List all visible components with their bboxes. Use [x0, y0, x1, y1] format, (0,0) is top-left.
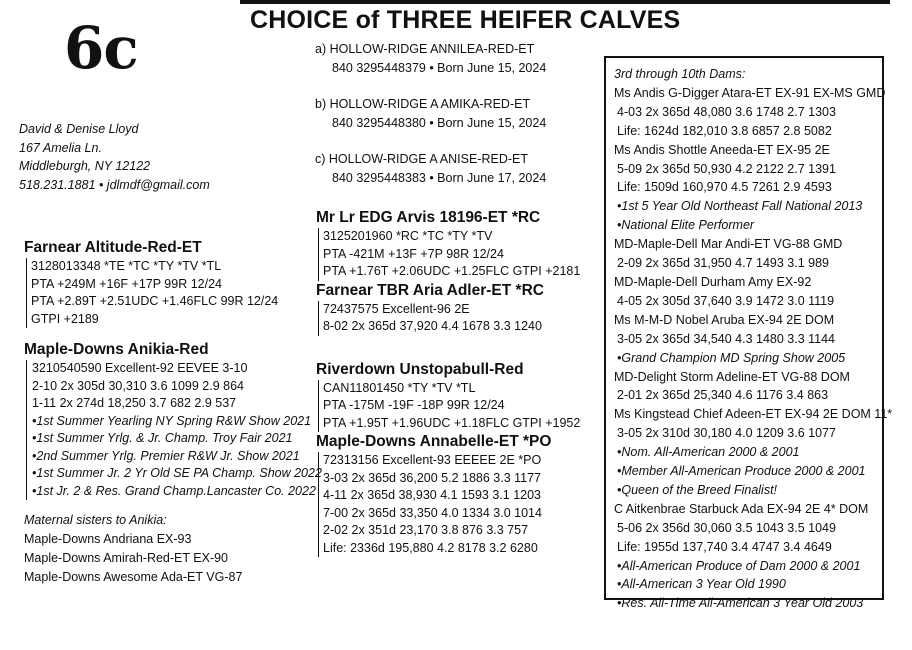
dam-ancestor-record: Life: 1624d 182,010 3.8 6857 2.8 5082 — [617, 123, 832, 138]
dams-heading: 3rd through 10th Dams: — [614, 67, 746, 81]
annabelle-line: 72313156 Excellent-93 EEEEE 2E *PO — [323, 453, 542, 467]
aria-details — [318, 301, 580, 336]
unstopabull-line: CAN11801450 *TY *TV *TL — [323, 380, 476, 395]
calf-info: 840 3295448379 • Born June 15, 2024 — [332, 61, 547, 75]
maternal-heading: Maternal sisters to Anikia: — [24, 513, 167, 527]
lot-number: 6c — [64, 14, 138, 82]
annabelle-line: 7-00 2x 365d 33,350 4.0 1334 3.0 1014 — [323, 505, 542, 520]
calves-list — [315, 40, 546, 205]
dam-ancestor-name: Ms M-M-D Nobel Aruba EX-94 2E DOM — [614, 312, 835, 327]
middle-column — [316, 208, 580, 557]
unstopabull-line: PTA +1.95T +1.96UDC +1.18FLC GTPI +1952 — [323, 415, 581, 430]
maternal-sister: Maple-Downs Andriana EX-93 — [24, 531, 192, 546]
arvis-details — [318, 228, 580, 281]
owner-info — [19, 120, 210, 194]
calf-entry — [315, 95, 546, 133]
calf-name: b) HOLLOW-RIDGE A AMIKA-RED-ET — [315, 97, 531, 111]
dam-ancestor-name: MD-Maple-Dell Durham Amy EX-92 — [614, 274, 812, 289]
dam-ancestor-name: Ms Andis G-Digger Atara-ET EX-91 EX-MS GMD — [614, 85, 886, 100]
dam-ancestor-name: MD-Delight Storm Adeline-ET VG-88 DOM — [614, 369, 850, 384]
dam-award: •1st Summer Jr. 2 Yr Old SE PA Champ. Show 2022 — [32, 466, 322, 480]
owner-street: 167 Amelia Ln. — [19, 140, 102, 155]
dam-ancestor-name: C Aitkenbrae Starbuck Ada EX-94 2E 4* DOM — [614, 501, 869, 516]
dam-ancestor-award: •All-American Produce of Dam 2000 & 2001 — [617, 558, 861, 573]
annabelle-line: Life: 2336d 195,880 4.2 8178 3.2 6280 — [323, 540, 538, 555]
owner-city: Middleburgh, NY 12122 — [19, 159, 151, 173]
dam-ancestor-award: •Nom. All-American 2000 & 2001 — [617, 445, 800, 460]
annabelle-name: Maple-Downs Annabelle-ET *PO — [316, 433, 552, 450]
dam-ancestor-record: Life: 1509d 160,970 4.5 7261 2.9 4593 — [617, 180, 832, 195]
dam-ancestor-award: •Member All-American Produce 2000 & 2001 — [617, 464, 866, 479]
sire-details — [26, 258, 322, 328]
aria-name: Farnear TBR Aria Adler-ET *RC — [316, 281, 544, 299]
calf-info: 840 3295448380 • Born June 15, 2024 — [332, 116, 547, 130]
annabelle-details — [318, 452, 580, 557]
dam-ancestor-award: •Grand Champion MD Spring Show 2005 — [617, 350, 846, 365]
sire-line: GTPI +2189 — [31, 311, 99, 326]
calf-entry — [315, 40, 546, 78]
annabelle-line: 3-03 2x 365d 36,200 5.2 1886 3.3 1177 — [323, 470, 542, 485]
maternal-sister: Maple-Downs Amirah-Red-ET EX-90 — [24, 550, 229, 565]
dam-details — [26, 360, 322, 500]
dam-award: •1st Summer Yearling NY Spring R&W Show 2021 — [32, 413, 312, 428]
dam-line: 2-10 2x 305d 30,310 3.6 1099 2.9 864 — [32, 378, 244, 393]
unstopabull-name: Riverdown Unstopabull-Red — [316, 360, 524, 378]
arvis-line: PTA +1.76T +2.06UDC +1.25FLC GTPI +2181 — [323, 264, 581, 278]
dam-ancestor-record: 3-05 2x 365d 34,540 4.3 1480 3.3 1144 — [617, 331, 836, 346]
dam-award: •2nd Summer Yrlg. Premier R&W Jr. Show 2021 — [32, 448, 300, 463]
dam-ancestor-record: 4-05 2x 305d 37,640 3.9 1472 3.0 1119 — [617, 293, 835, 308]
dam-ancestor-record: 5-09 2x 365d 50,930 4.2 2122 2.7 1391 — [617, 161, 836, 176]
dam-ancestor-name: Ms Kingstead Chief Adeen-ET EX-94 2E DOM 11* — [614, 407, 893, 422]
dam-ancestor-name: Ms Andis Shottle Aneeda-ET EX-95 2E — [614, 142, 830, 157]
dam-ancestor-record: 4-03 2x 365d 48,080 3.6 1748 2.7 1303 — [617, 104, 836, 119]
aria-line: 72437575 Excellent-96 2E — [323, 301, 470, 316]
dam-ancestor-award: •Res. All-Time All-American 3 Year Old 2003 — [617, 596, 864, 611]
sire-name: Farnear Altitude-Red-ET — [24, 239, 202, 256]
calf-name: c) HOLLOW-RIDGE A ANISE-RED-ET — [315, 152, 529, 166]
left-column — [24, 238, 322, 587]
dam-line: 3210540590 Excellent-92 EEVEE 3-10 — [32, 361, 248, 375]
dam-ancestor-record: Life: 1955d 137,740 3.4 4747 3.4 4649 — [617, 539, 832, 554]
dam-ancestor-award: •All-American 3 Year Old 1990 — [617, 577, 786, 592]
dam-award: •1st Summer Yrlg. & Jr. Champ. Troy Fair 2021 — [32, 431, 293, 445]
owner-contact: 518.231.1881 • jdlmdf@gmail.com — [19, 177, 210, 192]
dams-list — [614, 84, 893, 613]
dam-ancestor-record: 2-09 2x 365d 31,950 4.7 1493 3.1 989 — [617, 256, 829, 271]
dam-ancestor-record: 5-06 2x 356d 30,060 3.5 1043 3.5 1049 — [617, 520, 836, 535]
unstopabull-line: PTA -175M -19F -18P 99R 12/24 — [323, 398, 505, 412]
dam-ancestor-award: •Queen of the Breed Finalist! — [617, 482, 778, 497]
annabelle-line: 2-02 2x 351d 23,170 3.8 876 3.3 757 — [323, 523, 529, 537]
sire-line: PTA +249M +16F +17P 99R 12/24 — [31, 276, 222, 291]
aria-line: 8-02 2x 365d 37,920 4.4 1678 3.3 1240 — [323, 319, 542, 333]
calf-info: 840 3295448383 • Born June 17, 2024 — [332, 171, 547, 185]
dam-award: •1st Jr. 2 & Res. Grand Champ.Lancaster Co. 2022 — [32, 483, 316, 498]
maternal-sister: Maple-Downs Awesome Ada-ET VG-87 — [24, 569, 243, 584]
arvis-line: PTA -421M +13F +7P 98R 12/24 — [323, 246, 504, 261]
calf-entry — [315, 150, 546, 188]
arvis-name: Mr Lr EDG Arvis 18196-ET *RC — [316, 209, 541, 226]
dam-line: 1-11 2x 274d 18,250 3.7 682 2.9 537 — [32, 396, 237, 410]
dams-box — [604, 56, 893, 611]
top-rule — [240, 0, 890, 4]
unstopabull-details — [318, 380, 580, 433]
dam-name: Maple-Downs Anikia-Red — [24, 341, 209, 358]
sire-line: 3128013348 *TE *TC *TY *TV *TL — [31, 259, 222, 273]
dam-ancestor-name: MD-Maple-Dell Mar Andi-ET VG-88 GMD — [614, 237, 843, 252]
dam-ancestor-award: •National Elite Performer — [617, 218, 755, 233]
calf-name: a) HOLLOW-RIDGE ANNILEA-RED-ET — [315, 42, 535, 56]
dam-ancestor-record: 3-05 2x 310d 30,180 4.0 1209 3.6 1077 — [617, 426, 836, 441]
page-title: CHOICE of THREE HEIFER CALVES — [250, 6, 681, 34]
dam-ancestor-record: 2-01 2x 365d 25,340 4.6 1176 3.4 863 — [617, 388, 829, 403]
owner-name: David & Denise Lloyd — [19, 122, 139, 136]
annabelle-line: 4-11 2x 365d 38,930 4.1 1593 3.1 1203 — [323, 488, 542, 502]
dam-ancestor-award: •1st 5 Year Old Northeast Fall National 2013 — [617, 199, 863, 214]
sire-line: PTA +2.89T +2.51UDC +1.46FLC 99R 12/24 — [31, 294, 279, 308]
arvis-line: 3125201960 *RC *TC *TY *TV — [323, 229, 493, 243]
